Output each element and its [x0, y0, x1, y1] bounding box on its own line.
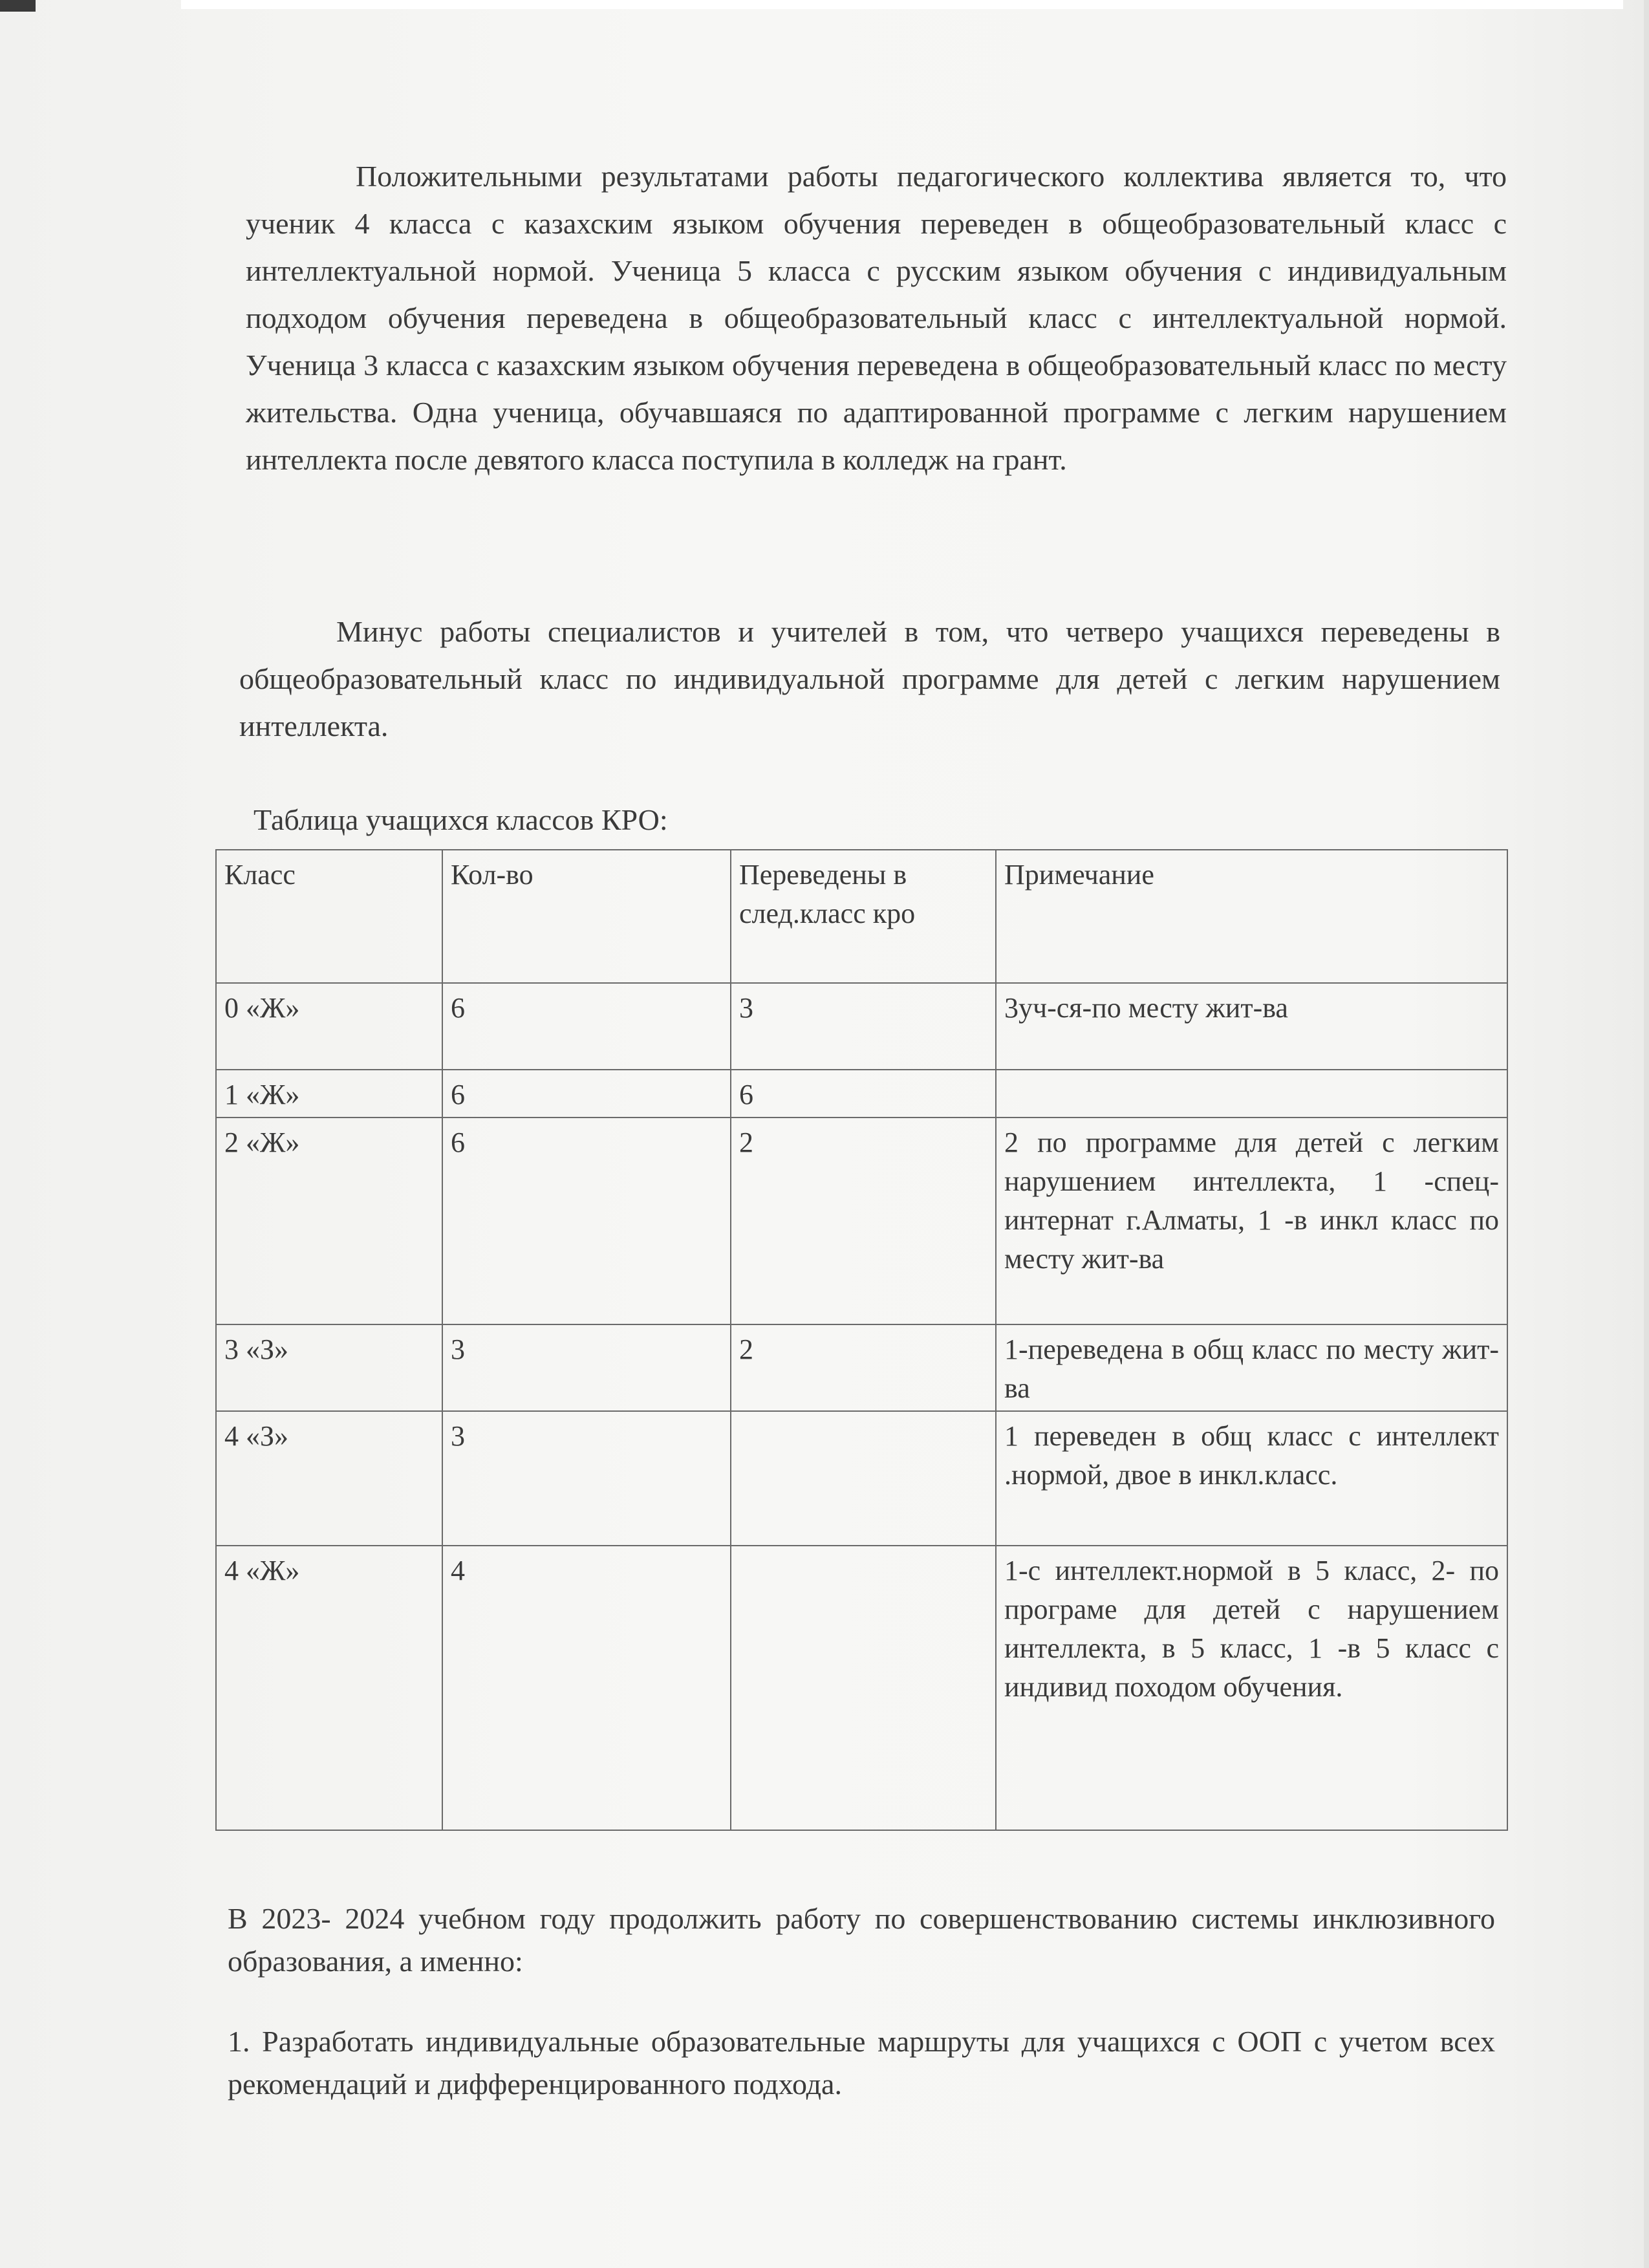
table-header-row: [216, 850, 1507, 983]
cell-moved: 6: [731, 1070, 996, 1118]
cell-note: 1-с интеллект.нормой в 5 класс, 2- по програме для детей с нарушением интеллекта, в 5 класс, 1 -в 5 класс с индивид походом обучения.: [996, 1546, 1507, 1830]
cell-note: [996, 1070, 1507, 1118]
cell-note: 1 переведен в общ класс с интеллект .нормой, двое в инкл.класс.: [996, 1411, 1507, 1546]
header-count: Кол-во: [442, 850, 731, 983]
cell-note: 3уч-ся-по месту жит-ва: [996, 983, 1507, 1070]
cell-moved: 2: [731, 1324, 996, 1411]
table-caption: Таблица учащихся классов КРО:: [253, 803, 668, 836]
cell-class: 4 «З»: [216, 1411, 442, 1546]
cell-moved: [731, 1546, 996, 1830]
header-class: Класс: [216, 850, 442, 983]
paragraph-next-year: В 2023- 2024 учебном году продолжить работу по совершенствованию системы инклюзивного образования, а именно:: [228, 1902, 1495, 1978]
cell-class: 4 «Ж»: [216, 1546, 442, 1830]
cell-moved: 2: [731, 1118, 996, 1324]
table-row: [216, 1118, 1507, 1324]
scan-right-edge: [1644, 0, 1649, 2268]
cell-count: 6: [442, 983, 731, 1070]
table-row: [216, 1324, 1507, 1411]
kro-classes-table: [215, 849, 1508, 1831]
list-item-1: 1. Разработать индивидуальные образовательные маршруты для учащихся с ООП с учетом всех рекомендаций и дифференцированного подхода.: [228, 2025, 1495, 2101]
cell-note: 1-переведена в общ класс по месту жит-ва: [996, 1324, 1507, 1411]
cell-class: 2 «Ж»: [216, 1118, 442, 1324]
table-row: [216, 983, 1507, 1070]
table-row: [216, 1070, 1507, 1118]
header-moved: Переведены в след.класс кро: [731, 850, 996, 983]
cell-class: 0 «Ж»: [216, 983, 442, 1070]
scan-top-edge: [181, 0, 1623, 9]
paragraph-minus: Минус работы специалистов и учителей в том, что четверо учащихся переведены в общеобразовательный класс по индивидуальной программе для детей с легким нарушением интеллекта.: [239, 615, 1500, 742]
cell-class: 1 «Ж»: [216, 1070, 442, 1118]
table-row: [216, 1411, 1507, 1546]
cell-count: 4: [442, 1546, 731, 1830]
cell-moved: 3: [731, 983, 996, 1070]
table-row: [216, 1546, 1507, 1830]
cell-class: 3 «З»: [216, 1324, 442, 1411]
cell-note: 2 по программе для детей с легким нарушением интеллекта, 1 -спец-интернат г.Алматы, 1 -в инкл класс по месту жит-ва: [996, 1118, 1507, 1324]
cell-count: 3: [442, 1324, 731, 1411]
paragraph-positive-results: Положительными результатами работы педагогического коллектива является то, что ученик 4 класса с казахским языком обучения переведен в общеобразовательный класс с интеллектуальной нормой. Ученица 5 класса с русским языком обучения с индивидуальным подходом обучения переведена в общеобразовательный класс с интеллектуальной нормой. Ученица 3 класса с казахским языком обучения переведена в общеобразовательный класс по месту жительства. Одна ученица, обучавшаяся по адаптированной программе с легким нарушением интеллекта после девятого класса поступила в колледж на грант.: [246, 160, 1507, 476]
header-note: Примечание: [996, 850, 1507, 983]
cell-count: 3: [442, 1411, 731, 1546]
scan-corner-shadow: [0, 0, 36, 12]
cell-count: 6: [442, 1118, 731, 1324]
cell-count: 6: [442, 1070, 731, 1118]
cell-moved: [731, 1411, 996, 1546]
